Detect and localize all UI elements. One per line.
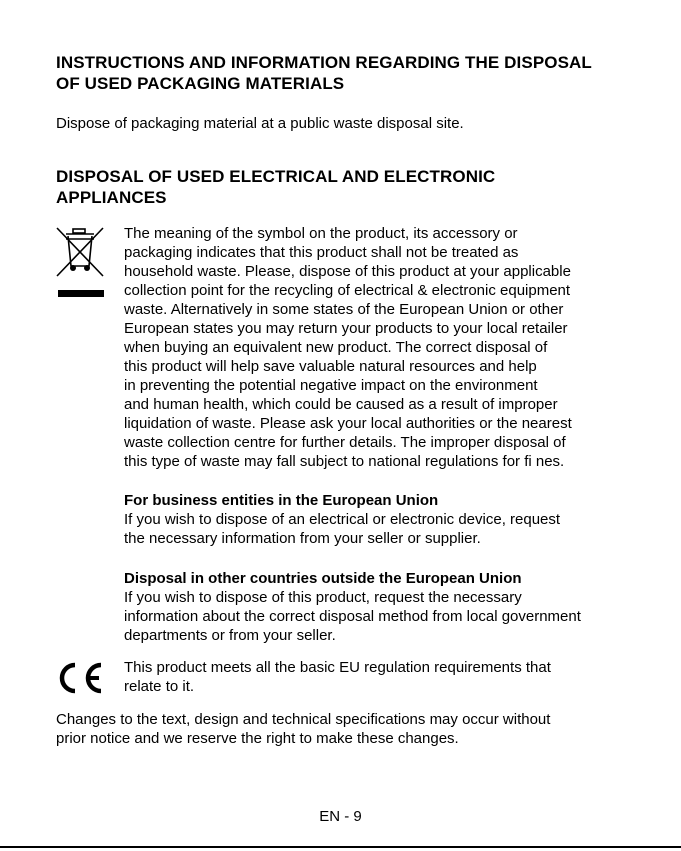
weee-text-line: waste collection centre for further details. The improper disposal of — [124, 434, 566, 451]
weee-text-line: in preventing the potential negative impact on the environment — [124, 377, 538, 394]
ce-text-line: This product meets all the basic EU regulation requirements that — [124, 659, 551, 676]
notice-line: prior notice and we reserve the right to make these changes. — [56, 730, 459, 747]
page-number: EN - 9 — [319, 808, 362, 825]
weee-text-line: this product will help save valuable natural resources and help — [124, 358, 537, 375]
bottom-rule — [0, 846, 681, 848]
weee-heading-line: DISPOSAL OF USED ELECTRICAL AND ELECTRONIC — [56, 167, 496, 186]
other-countries-text-line: If you wish to dispose of this product, request the necessary — [124, 589, 522, 606]
business-text-line: If you wish to dispose of an electrical or electronic device, request — [124, 511, 561, 528]
weee-text-line: this type of waste may fall subject to national regulations for fi nes. — [124, 453, 565, 470]
weee-text-line: household waste. Please, dispose of this product at your applicable — [124, 263, 571, 280]
other-countries-text-line: information about the correct disposal method from local government — [124, 608, 581, 625]
other-countries-title: Disposal in other countries outside the European Union — [124, 570, 522, 587]
business-text-line: the necessary information from your seller or supplier. — [124, 530, 481, 547]
weee-text-line: The meaning of the symbol on the product, its accessory or — [124, 225, 518, 242]
business-section — [124, 491, 560, 548]
ce-mark-icon — [55, 661, 106, 695]
weee-heading-line: APPLIANCES — [56, 188, 167, 207]
weee-text-line: when buying an equivalent new product. The correct disposal of — [124, 339, 548, 356]
weee-text-line: packaging indicates that this product shall not be treated as — [124, 244, 519, 261]
changes-notice — [56, 710, 550, 748]
packaging-text: Dispose of packaging material at a public waste disposal site. — [56, 115, 464, 132]
other-countries-section — [124, 569, 581, 645]
weee-text-line: waste. Alternatively in some states of the European Union or other — [124, 301, 564, 318]
weee-paragraph — [124, 224, 572, 471]
ce-statement — [124, 658, 551, 696]
weee-text-line: collection point for the recycling of electrical & electronic equipment — [124, 282, 571, 299]
ce-text-line: relate to it. — [124, 678, 195, 695]
packaging-heading-line: OF USED PACKAGING MATERIALS — [56, 74, 345, 93]
notice-line: Changes to the text, design and technical specifications may occur without — [56, 711, 551, 728]
crossed-out-wheelie-bin-icon — [54, 224, 108, 300]
other-countries-text-line: departments or from your seller. — [124, 627, 336, 644]
weee-text-line: European states you may return your products to your local retailer — [124, 320, 568, 337]
weee-heading — [56, 166, 495, 208]
weee-text-line: liquidation of waste. Please ask your local authorities or the nearest — [124, 415, 572, 432]
packaging-heading-line: INSTRUCTIONS AND INFORMATION REGARDING THE DISPOSAL — [56, 53, 592, 72]
weee-text-line: and human health, which could be caused as a result of improper — [124, 396, 558, 413]
business-title: For business entities in the European Union — [124, 492, 439, 509]
packaging-heading — [56, 52, 592, 94]
